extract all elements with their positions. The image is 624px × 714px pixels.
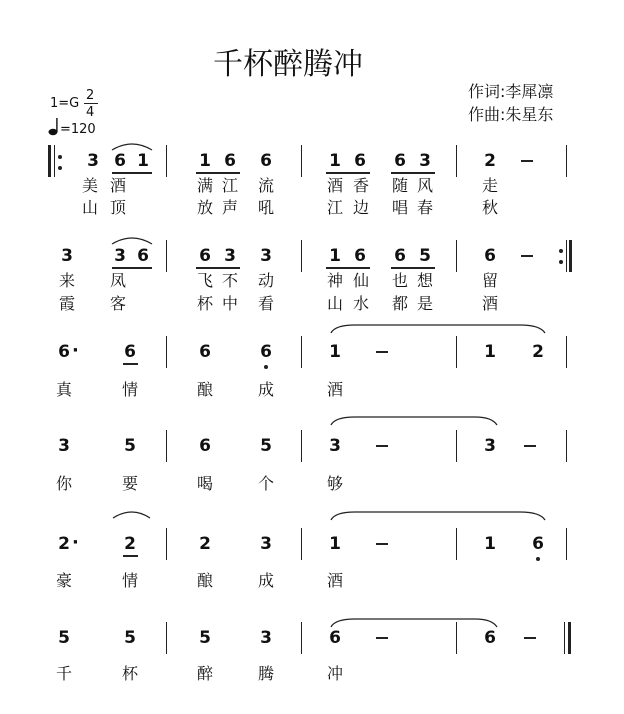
low-octave-dot — [536, 557, 540, 561]
hold-dash — [521, 160, 533, 162]
note: 6 — [224, 151, 236, 171]
lyric: 留 — [481, 271, 499, 290]
barline — [456, 528, 457, 560]
note: 6 — [484, 628, 496, 648]
note: 5 — [260, 436, 272, 456]
lyric: 喝 — [196, 474, 214, 493]
note: 6 — [199, 246, 211, 266]
lyric: 个 — [257, 474, 275, 493]
note: 6 — [354, 151, 366, 171]
lyric: 春 — [416, 198, 434, 217]
lyric: 风 — [416, 176, 434, 195]
key-signature: 1=G — [50, 96, 80, 111]
hold-dash — [521, 255, 533, 257]
song-title: 千杯醉腾冲 — [213, 47, 363, 82]
barline — [301, 240, 302, 272]
repeat-dot — [559, 260, 563, 264]
note: 6 — [58, 342, 70, 362]
lyric: 香 — [352, 176, 370, 195]
note: 2 — [124, 534, 136, 554]
note: 5 — [124, 436, 136, 456]
hold-dash — [524, 637, 536, 639]
barline — [301, 622, 302, 654]
lyric: 顶 — [109, 198, 127, 217]
note: 6 — [199, 342, 211, 362]
note: 1 — [199, 151, 211, 171]
note: 2 — [532, 342, 544, 362]
note: 6 — [532, 534, 544, 554]
lyric: 酿 — [196, 571, 214, 590]
lyric: 看 — [257, 294, 275, 313]
lyric: 成 — [257, 380, 275, 399]
lyric: 江 — [326, 198, 344, 217]
lyric: 酒 — [109, 176, 127, 195]
lyric: 霞 — [58, 294, 76, 313]
lyric: 千 — [55, 664, 73, 683]
note: 3 — [114, 246, 126, 266]
lyric: 豪 — [55, 571, 73, 590]
lyric: 不 — [221, 271, 239, 290]
barline — [166, 240, 167, 272]
lyric: 江 — [221, 176, 239, 195]
note: 6 — [394, 151, 406, 171]
lyric: 酒 — [326, 176, 344, 195]
augmentation-dot: · — [72, 340, 79, 361]
note: 1 — [484, 342, 496, 362]
augmentation-dot: · — [72, 532, 79, 553]
barline — [456, 622, 457, 654]
note: 6 — [394, 246, 406, 266]
lyric: 神 — [326, 271, 344, 290]
lyric: 吼 — [257, 198, 275, 217]
repeat-start-thick — [48, 145, 51, 177]
eighth-underline — [326, 267, 370, 269]
lyric: 唱 — [391, 198, 409, 217]
lyric: 冲 — [326, 664, 344, 683]
note: 3 — [87, 151, 99, 171]
eighth-underline — [326, 172, 370, 174]
hold-dash — [376, 543, 388, 545]
note: 1 — [329, 151, 341, 171]
lyric: 放 — [196, 198, 214, 217]
final-barline-thin — [564, 622, 565, 654]
repeat-start-thin — [54, 145, 55, 177]
note: 3 — [224, 246, 236, 266]
slur-row1 — [112, 144, 152, 150]
eighth-underline — [112, 267, 152, 269]
lyric: 随 — [391, 176, 409, 195]
lyric: 山 — [81, 198, 99, 217]
lyric: 也 — [391, 271, 409, 290]
lyric: 动 — [257, 271, 275, 290]
eighth-underline — [123, 363, 138, 365]
lyric: 要 — [121, 474, 139, 493]
barline — [166, 430, 167, 462]
barline — [301, 336, 302, 368]
note: 1 — [329, 534, 341, 554]
note: 2 — [58, 534, 70, 554]
hold-dash — [376, 445, 388, 447]
lyric: 水 — [352, 294, 370, 313]
barline — [166, 528, 167, 560]
note: 6 — [199, 436, 211, 456]
tie-row5 — [331, 512, 545, 520]
lyric: 真 — [55, 380, 73, 399]
barline — [566, 145, 567, 177]
slur-row2 — [112, 238, 152, 244]
barline — [166, 622, 167, 654]
repeat-dot — [58, 166, 62, 170]
tie-row4 — [331, 417, 497, 425]
time-signature-top: 2 — [86, 88, 95, 103]
note: 6 — [137, 246, 149, 266]
lyric: 腾 — [257, 664, 275, 683]
note: 2 — [484, 151, 496, 171]
note: 3 — [260, 246, 272, 266]
barline — [566, 430, 567, 462]
lyric: 飞 — [196, 271, 214, 290]
note: 6 — [260, 342, 272, 362]
final-barline-thick — [568, 622, 571, 654]
barline — [166, 336, 167, 368]
lyric: 是 — [416, 294, 434, 313]
tempo-marking: =120 — [60, 122, 96, 137]
note: 6 — [124, 342, 136, 362]
low-octave-dot — [264, 365, 268, 369]
repeat-end-thick — [569, 240, 572, 272]
eighth-underline — [391, 172, 435, 174]
note: 6 — [484, 246, 496, 266]
barline — [456, 336, 457, 368]
lyric: 酒 — [326, 571, 344, 590]
note: 5 — [199, 628, 211, 648]
note: 2 — [199, 534, 211, 554]
lyric: 山 — [326, 294, 344, 313]
lyric: 杯 — [196, 294, 214, 313]
note: 5 — [419, 246, 431, 266]
lyric: 流 — [257, 176, 275, 195]
eighth-underline — [196, 267, 240, 269]
repeat-dot — [58, 155, 62, 159]
note: 1 — [329, 342, 341, 362]
barline — [566, 336, 567, 368]
note: 3 — [419, 151, 431, 171]
eighth-underline — [391, 267, 435, 269]
note: 3 — [58, 436, 70, 456]
note: 3 — [260, 628, 272, 648]
note: 3 — [484, 436, 496, 456]
eighth-underline — [123, 555, 138, 557]
barline — [456, 240, 457, 272]
hold-dash — [376, 351, 388, 353]
lyric: 杯 — [121, 664, 139, 683]
barline — [301, 430, 302, 462]
note: 5 — [58, 628, 70, 648]
note: 3 — [61, 246, 73, 266]
tie-row6 — [331, 619, 497, 627]
barline — [456, 145, 457, 177]
hold-dash — [376, 637, 388, 639]
note: 6 — [114, 151, 126, 171]
barline — [566, 528, 567, 560]
eighth-underline — [112, 172, 152, 174]
eighth-underline — [196, 172, 240, 174]
lyric: 酒 — [481, 294, 499, 313]
lyric: 中 — [221, 294, 239, 313]
composer-credit: 作曲:朱星东 — [468, 105, 554, 124]
lyricist-credit: 作词:李犀凛 — [468, 82, 554, 101]
lyric: 情 — [121, 380, 139, 399]
lyric: 秋 — [481, 198, 499, 217]
note: 5 — [124, 628, 136, 648]
lyric: 走 — [481, 176, 499, 195]
note: 1 — [137, 151, 149, 171]
note: 3 — [329, 436, 341, 456]
lyric: 酿 — [196, 380, 214, 399]
slur-row5 — [113, 512, 150, 518]
barline — [301, 528, 302, 560]
barline — [301, 145, 302, 177]
note: 3 — [260, 534, 272, 554]
repeat-end-thin — [566, 240, 567, 272]
note: 1 — [484, 534, 496, 554]
lyric: 满 — [196, 176, 214, 195]
lyric: 情 — [121, 571, 139, 590]
barline — [166, 145, 167, 177]
lyric: 酒 — [326, 380, 344, 399]
lyric: 仙 — [352, 271, 370, 290]
lyric: 美 — [81, 176, 99, 195]
hold-dash — [524, 445, 536, 447]
lyric: 你 — [55, 474, 73, 493]
lyric: 客 — [109, 294, 127, 313]
lyric: 够 — [326, 474, 344, 493]
barline — [456, 430, 457, 462]
lyric: 想 — [416, 271, 434, 290]
note: 6 — [354, 246, 366, 266]
note: 1 — [329, 246, 341, 266]
lyric: 凤 — [109, 271, 127, 290]
time-signature-bottom: 4 — [86, 105, 95, 120]
lyric: 成 — [257, 571, 275, 590]
lyric: 醉 — [196, 664, 214, 683]
lyric: 都 — [391, 294, 409, 313]
tie-row3 — [331, 325, 545, 333]
lyric: 边 — [352, 198, 370, 217]
note: 6 — [260, 151, 272, 171]
lyric: 声 — [221, 198, 239, 217]
note: 6 — [329, 628, 341, 648]
repeat-dot — [559, 249, 563, 253]
lyric: 来 — [58, 271, 76, 290]
